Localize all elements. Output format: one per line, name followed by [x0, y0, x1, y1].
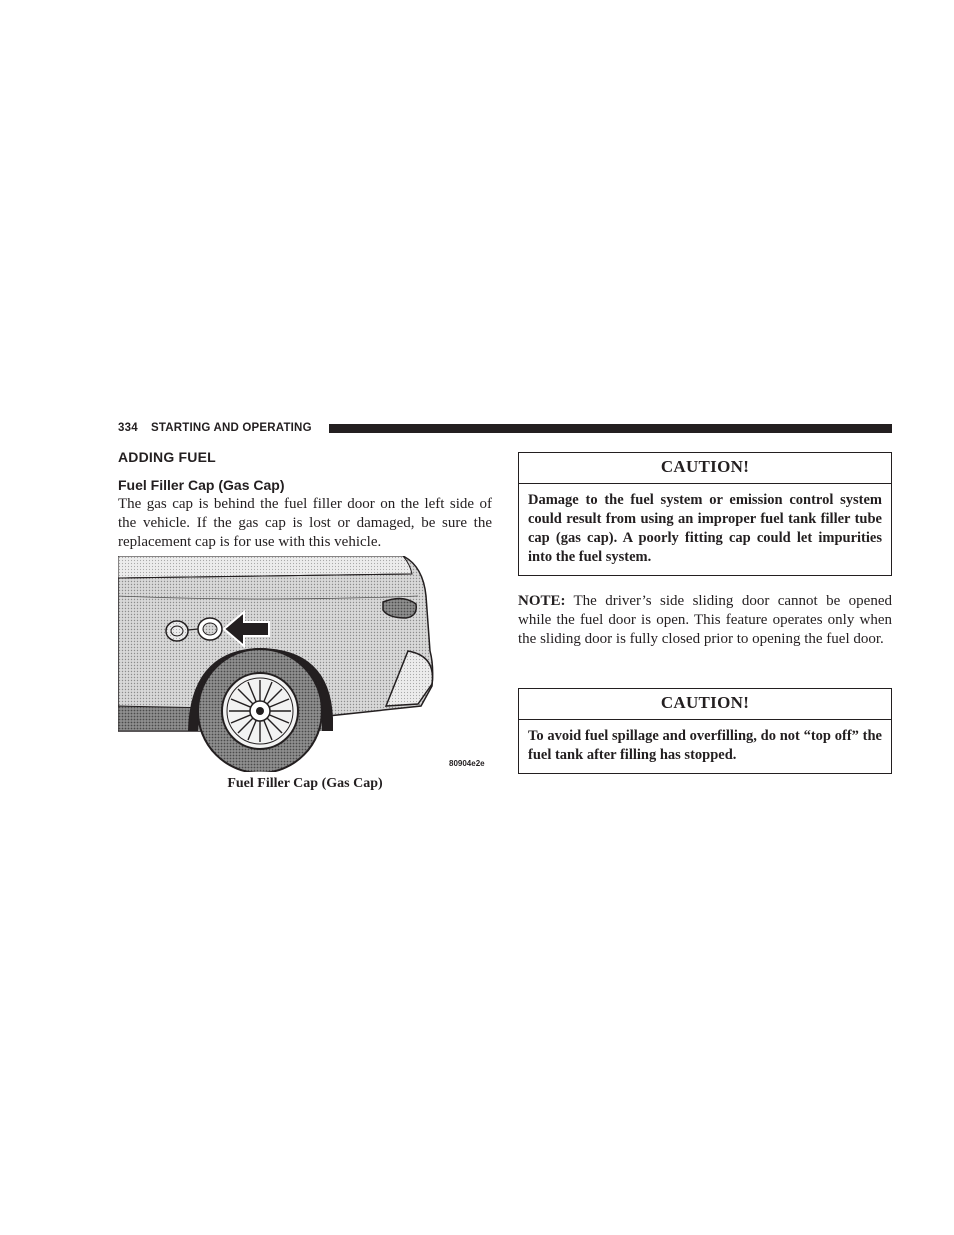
figure-code: 80904e2e	[449, 759, 485, 768]
header-rule	[329, 424, 892, 433]
caution-title: CAUTION!	[519, 689, 891, 720]
caution-text: To avoid fuel spillage and overfilling, do not “top off” the fuel tank after filling has stopped.	[528, 728, 882, 763]
page-number: 334	[118, 422, 138, 434]
note-paragraph	[518, 592, 892, 649]
caution-box-overfilling	[518, 688, 892, 774]
vehicle-rear-quarter-drawing	[118, 556, 492, 772]
caution-box-fuel-system	[518, 452, 892, 576]
caution-text: Damage to the fuel system or emission control system could result from using an improper fuel tank filler tube cap (gas cap). A poorly fitting cap could let impurities into the fuel system.	[528, 492, 882, 565]
page-header	[118, 420, 892, 436]
section-title: STARTING AND OPERATING	[151, 422, 312, 434]
note-text: The driver’s side sliding door cannot be opened while the fuel door is open. This feature operates only when the sliding door is fully closed prior to opening the fuel door.	[518, 593, 892, 647]
figure-caption: Fuel Filler Cap (Gas Cap)	[227, 776, 383, 791]
heading-adding-fuel: ADDING FUEL	[118, 449, 216, 465]
subheading-fuel-filler-cap: Fuel Filler Cap (Gas Cap)	[118, 477, 285, 493]
note-label: NOTE:	[518, 593, 566, 609]
caution-title: CAUTION!	[519, 453, 891, 484]
fuel-filler-cap-illustration	[118, 556, 492, 772]
gas-cap-paragraph: The gas cap is behind the fuel filler door on the left side of the vehicle. If the gas cap is lost or damaged, be sure the replacement cap is for use with this vehicle.	[118, 496, 492, 550]
